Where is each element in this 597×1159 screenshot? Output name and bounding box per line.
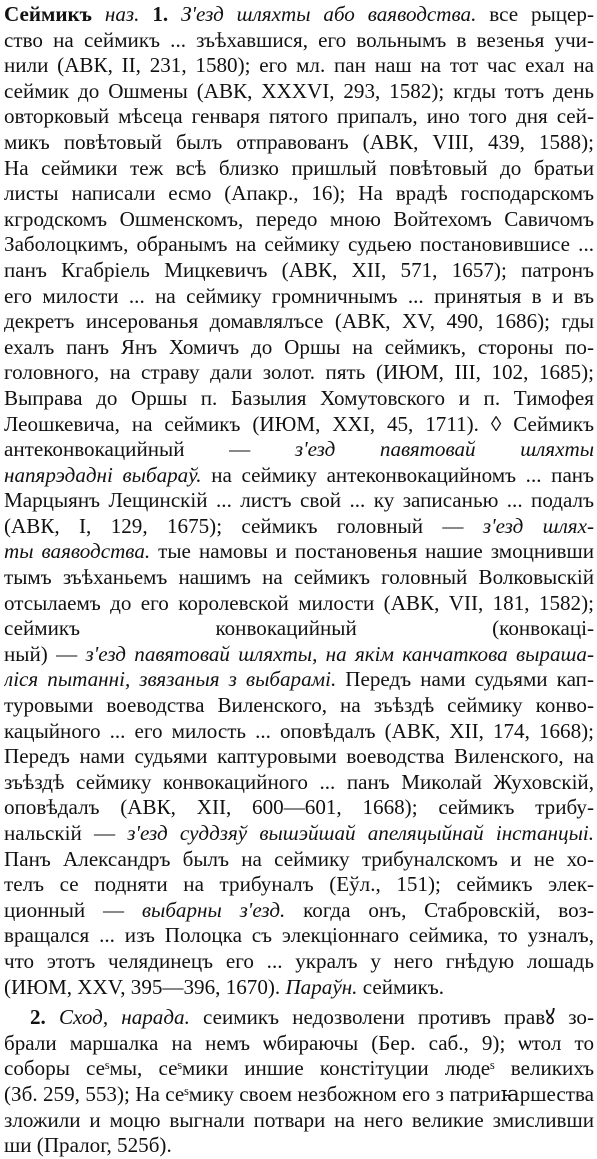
italic-run: выбарны з'езд.	[141, 897, 286, 922]
text-run: ехалъ панъ Янъ Хомичъ до Оршы на сеймикъ, стороны по-	[4, 334, 594, 359]
italic-run: З'езд шляхты або ваяводства.	[181, 2, 477, 26]
text-run: головного, на страву дали золот. пять (ИЮМ, III, 102, 1685);	[4, 360, 594, 385]
text-run: телъ се подняти на трибуналъ (Еўл., 151); сеймикъ элек-	[4, 872, 594, 897]
text-line	[4, 667, 594, 693]
text-line	[4, 1005, 594, 1031]
text-run: ный) —	[4, 641, 86, 666]
text-run: когда онъ, Стабровскій, воз-	[285, 897, 594, 922]
text-line	[4, 104, 594, 130]
italic-run: ты ваяводства.	[4, 539, 151, 564]
text-line	[4, 79, 594, 105]
text-line	[4, 53, 594, 79]
text-line	[4, 591, 594, 617]
text-run: сеймикъ конвокацийный (конвокаці-	[4, 616, 594, 641]
text-run: тые намовы и постановенья нашие змоцнивши	[150, 539, 594, 564]
text-run: ство на сеймикъ ... зъѣхавшися, его вольнымъ в везенья учи-	[4, 27, 594, 52]
text-line	[4, 719, 594, 745]
text-line	[4, 847, 594, 873]
text-line	[4, 923, 594, 949]
text-run: отсылаемъ до его королевской милости (АВК, VII, 181, 1582);	[4, 590, 594, 615]
text-run: туровыми воеводства Виленского, на зъѣздѣ сеймику конво-	[4, 693, 594, 718]
text-run: Передъ нами судьями каптуровыми воеводства Виленского, на	[4, 744, 594, 769]
text-line	[4, 1082, 594, 1108]
text-run: ши (Пралог, 525б).	[4, 1133, 172, 1158]
text-line	[4, 616, 594, 642]
italic-run: Сход, нарада.	[58, 1005, 190, 1030]
text-line	[4, 1031, 594, 1057]
text-line	[4, 2, 594, 28]
text-run: Панъ Александръ былъ на сеймику трибуналскомъ и не хо-	[4, 846, 594, 871]
text-line	[4, 1133, 594, 1159]
text-line	[4, 693, 594, 719]
text-line	[4, 488, 594, 514]
text-line	[4, 795, 594, 821]
bold-run: 2.	[30, 1005, 46, 1030]
bold-run: 1.	[152, 2, 169, 26]
text-line	[4, 130, 594, 156]
text-run: его милости ... на сеймику громничнымъ ... принятыя в и въ	[4, 283, 594, 308]
text-run: нили (АВК, II, 231, 1580); его мл. пан наш на тот час ехал на	[4, 53, 594, 78]
text-line	[4, 386, 594, 412]
text-run: сеимикъ недозволени противъ правꙋ зо-	[189, 1005, 594, 1030]
italic-run: ліся пытанні, звязаныя з выбарамі.	[4, 667, 337, 692]
text-line	[4, 309, 594, 335]
text-run: что этотъ челядинецъ его ... укралъ у него гнѣдую лошадь	[4, 948, 594, 973]
text-run: Леошкевича, на сеймикъ (ИЮМ, XXI, 45, 1711). ◊ Сеймикъ	[4, 411, 594, 436]
sense-2-block	[4, 1005, 594, 1159]
text-run: вращался ... изъ Полоцка съ элекціоннаго сеймика, то узналъ,	[4, 923, 594, 948]
sense-1-block	[4, 2, 594, 1000]
text-line	[4, 565, 594, 591]
text-run: панъ Кгабріель Мицкевичъ (АВК, XII, 571, 1657); патронъ	[4, 257, 594, 282]
text-run: брали маршалка на немъ ѡбираючы (Бер. саб., 9); ѡтол то	[4, 1030, 594, 1055]
text-run	[46, 1005, 59, 1029]
text-line	[4, 463, 594, 489]
text-line	[4, 232, 594, 258]
text-line	[4, 1108, 594, 1134]
text-line	[4, 28, 594, 54]
text-run: листы написали есмо (Апакр., 16); На врадѣ господарскомъ	[4, 181, 594, 206]
text-run: тымъ зъѣханьемъ нашимъ на сеймикъ головный Волковыскій	[4, 565, 594, 590]
text-run: На сеймики теж всѣ близко пришлый повѣтовый до братьи	[4, 155, 594, 180]
italic-run: з'езд павятовай шляхты	[294, 437, 594, 462]
text-run: декретъ инсерованья домавлялъсе (АВК, XV, 490, 1686); гды	[4, 309, 594, 334]
text-line	[4, 412, 594, 438]
text-line	[4, 437, 594, 463]
text-run: (Зб. 259, 553); На сеˢмику своем незбожном его з патриꙗршества	[4, 1081, 594, 1106]
text-line	[4, 207, 594, 233]
text-line	[4, 514, 594, 540]
text-line	[4, 770, 594, 796]
text-run: зъѣздѣ сеймику конвокацийного ... панъ Миколай Жуховскій,	[4, 769, 594, 794]
text-run: сеймик до Ошмены (АВК, XXXVI, 293, 1582); кгды тотъ день	[4, 78, 594, 103]
text-line	[4, 744, 594, 770]
text-run: на сеймику антеконвокацийномъ ... панъ	[201, 462, 594, 487]
italic-run: Параўн.	[285, 974, 358, 999]
italic-run: з'езд шлях-	[482, 513, 594, 538]
text-run: Заболоцкимъ, обранымъ на сеймику судьею постановившисе ...	[4, 232, 594, 257]
text-run: нальскій —	[4, 821, 128, 845]
text-line	[4, 949, 594, 975]
text-run: ционный —	[4, 897, 142, 922]
text-line	[4, 642, 594, 668]
text-run: сеймикъ.	[357, 974, 445, 999]
text-line	[4, 335, 594, 361]
text-run: Передъ нами судьями кап-	[336, 667, 594, 692]
text-line	[4, 539, 594, 565]
italic-run: напярэдадні выбараў.	[4, 462, 202, 487]
bold-run: Сеймикъ	[4, 2, 92, 26]
text-run	[139, 2, 152, 26]
text-run: овторковый мѣсеца генваря пятого припалъ, ино того дня сей-	[4, 104, 594, 129]
text-run: соборы сеˢмы, сеˢмики иншие констітуции людеˢ великихъ	[4, 1056, 594, 1081]
text-run: все рыцер-	[476, 2, 594, 26]
text-run	[92, 2, 105, 26]
text-line	[4, 1056, 594, 1082]
text-line	[4, 821, 594, 847]
italic-run: з'езд суддзяў вышэйшай апеляцыйнай інстанцыі.	[127, 821, 594, 845]
text-line	[4, 975, 594, 1001]
text-line	[4, 258, 594, 284]
text-line	[4, 156, 594, 182]
italic-run: наз.	[104, 2, 140, 26]
italic-run: з'езд павятовай шляхты, на якім канчаткова выраша-	[85, 641, 594, 666]
text-run	[168, 2, 181, 26]
text-run: (ИЮМ, XXV, 395—396, 1670).	[4, 974, 286, 999]
text-run: кгродскомъ Ошменскомъ, передо мною Войтехомъ Савичомъ	[4, 206, 594, 231]
text-run: (АВК, I, 129, 1675); сеймикъ головный —	[4, 513, 483, 538]
text-line	[4, 872, 594, 898]
text-run: кацыйного ... его милость ... оповѣдалъ (АВК, XII, 174, 1668);	[4, 718, 594, 743]
text-line	[4, 181, 594, 207]
text-line	[4, 898, 594, 924]
text-run: Марцыянъ Лещинскій ... листъ свой ... ку записанью ... подалъ	[4, 488, 594, 513]
text-run: антеконвокацийный —	[4, 437, 295, 462]
text-run: микъ повѣтовый былъ отправованъ (АВК, VIII, 439, 1588);	[4, 129, 594, 154]
text-run: Выправа до Оршы п. Базылия Хомутовского и п. Тимофея	[4, 385, 594, 410]
text-run: зложили и моцю выгнали потвари на него великие змисливши	[4, 1107, 594, 1132]
text-line	[4, 284, 594, 310]
text-line	[4, 360, 594, 386]
text-run: оповѣдалъ (АВК, XII, 600—601, 1668); сеймикъ трибу-	[4, 795, 594, 820]
